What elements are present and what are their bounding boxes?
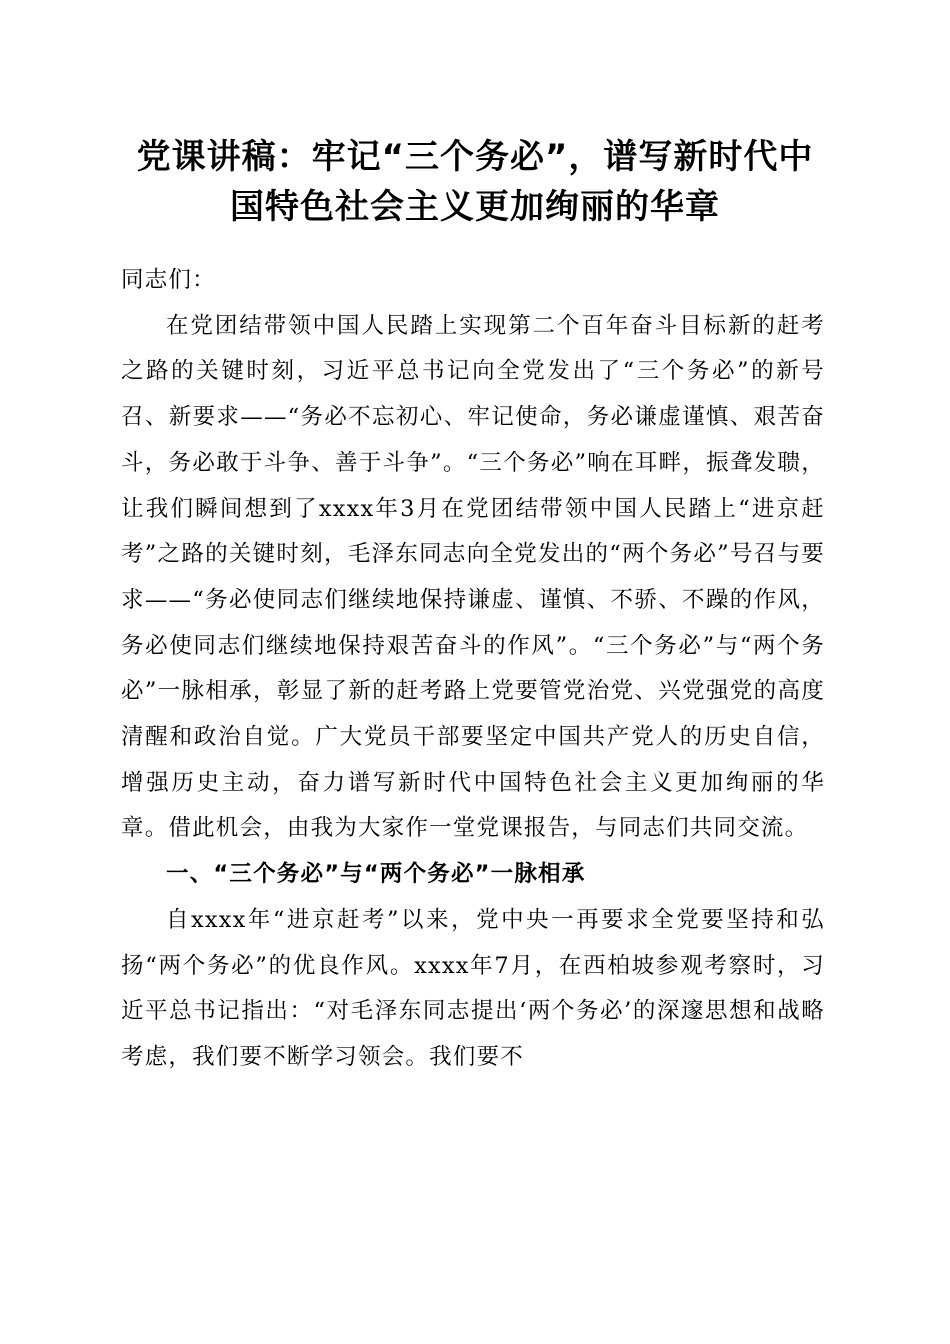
paragraph-2: 自xxxx年“进京赶考”以来，党中央一再要求全党要坚持和弘扬“两个务必”的优良作风。xxxx年7月，在西柏坡参观考察时，习近平总书记指出：“对毛泽东同志提出‘两个务必’的深邃思想和战略考虑，我们要不断学习领会。我们要不 — [121, 906, 825, 1070]
section-heading-1: 一、“三个务必”与“两个务必”一脉相承 — [166, 861, 586, 888]
title-line-1: 党课讲稿：牢记“三个务必”，谱写新时代中 — [136, 137, 814, 177]
document-title — [100, 132, 850, 232]
paragraph-1: 在党团结带领中国人民踏上实现第二个百年奋斗目标新的赶考之路的关键时刻，习近平总书记向全党发出了“三个务必”的新号召、新要求——“务必不忘初心、牢记使命，务必谦虚谨慎、艰苦奋斗，务必敢于斗争、善于斗争”。“三个务必”响在耳畔，振聋发聩，让我们瞬间想到了xxxx年3月在党团结带领中国人民踏上“进京赶考”之路的关键时刻，毛泽东同志向全党发出的“两个务必”号召与要求——“务必使同志们继续地保持谦虚、谨慎、不骄、不躁的作风，务必使同志们继续地保持艰苦奋斗的作风”。“三个务必”与“两个务必”一脉相承，彰显了新的赶考路上党要管党治党、兴党强党的高度清醒和政治自觉。广大党员干部要坚定中国共产党人的历史自信，增强历史主动，奋力谱写新时代中国特色社会主义更加绚丽的华章。借此机会，由我为大家作一堂党课报告，与同志们共同交流。 — [121, 312, 825, 842]
title-line-2: 国特色社会主义更加绚丽的华章 — [230, 187, 720, 227]
document-body — [121, 258, 825, 1081]
salutation: 同志们： — [121, 267, 216, 293]
